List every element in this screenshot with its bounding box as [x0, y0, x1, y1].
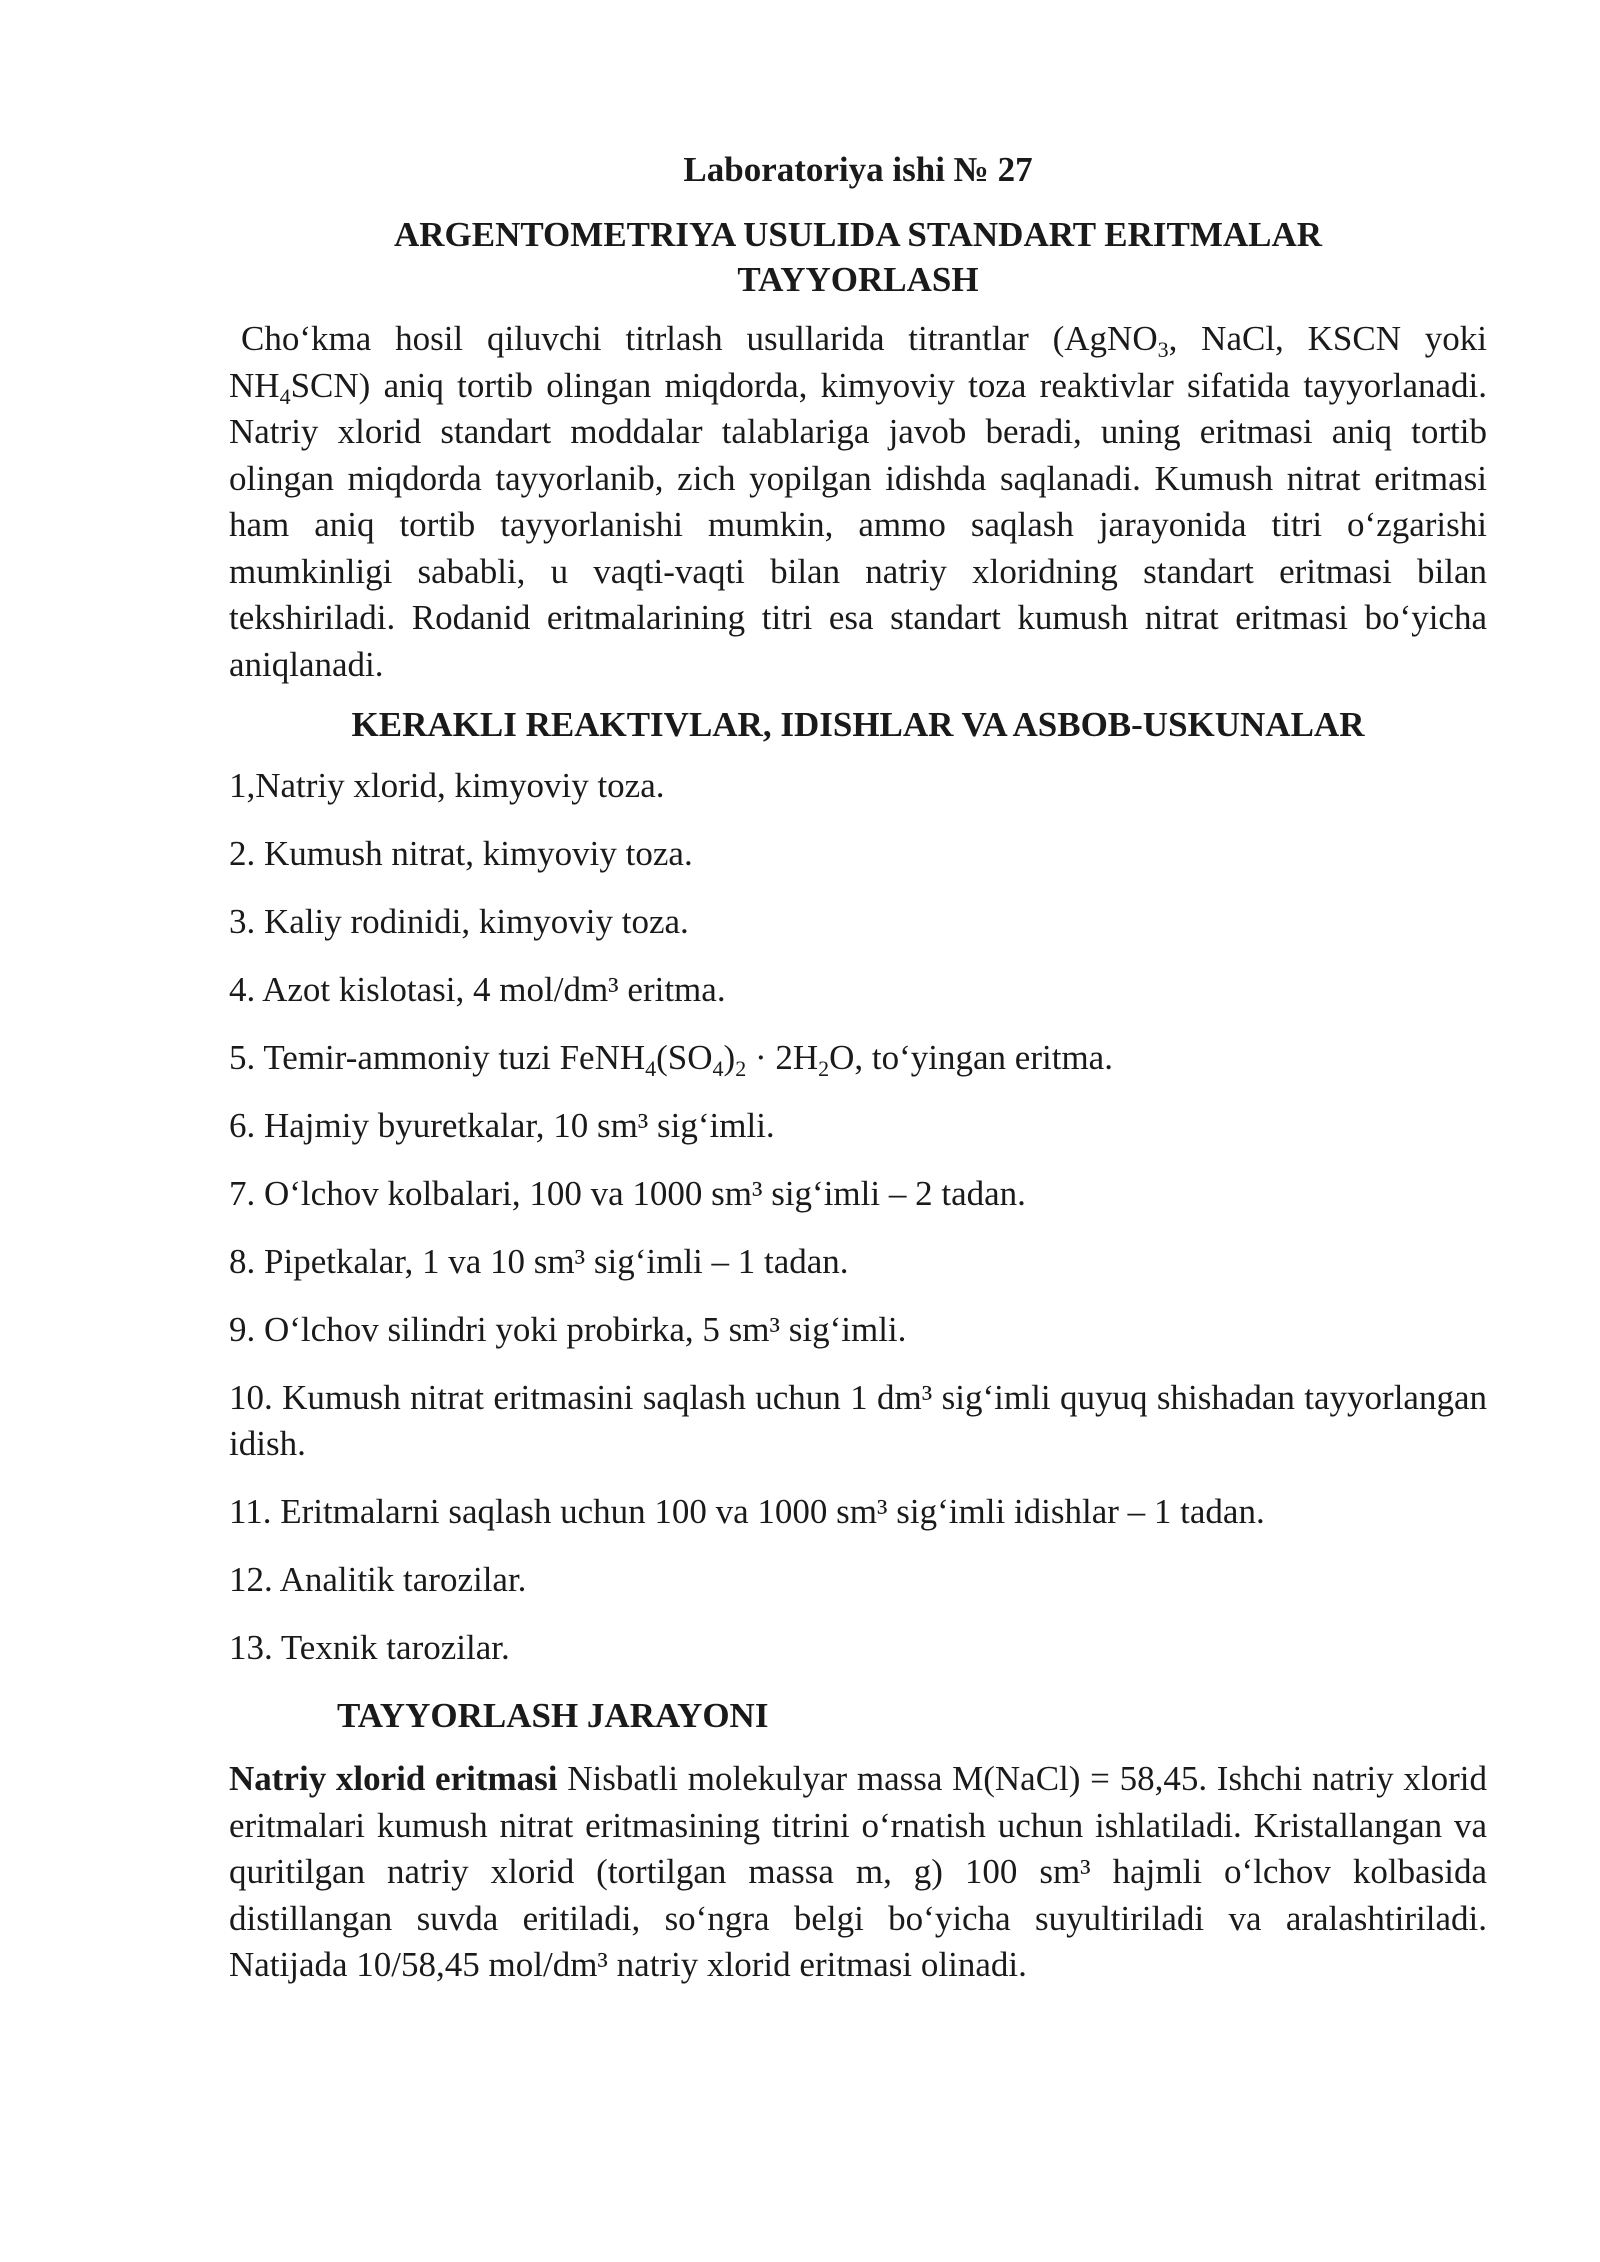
process-heading: TAYYORLASH JARAYONI — [337, 1696, 769, 1735]
item5-text-5: O, to‘yingan eritma. — [829, 1038, 1113, 1077]
list-item: 6. Hajmiy byuretkalar, 10 sm³ sig‘imli. — [229, 1106, 775, 1145]
list-item: 11. Eritmalarni saqlash uchun 100 va 1000 sm³ sig‘imli idishlar – 1 tadan. — [229, 1492, 1265, 1531]
list-item: 12. Analitik tarozilar. — [229, 1560, 527, 1599]
list-item: 3. Kaliy rodinidi, kimyoviy toza. — [229, 902, 689, 941]
list-item: 9. O‘lchov silindri yoki probirka, 5 sm³ sig‘imli. — [229, 1310, 907, 1349]
list-item: 2. Kumush nitrat, kimyoviy toza. — [229, 834, 693, 873]
intro-sub-2: 4 — [279, 383, 291, 409]
item5-sub-3: 2 — [735, 1056, 747, 1081]
list-item: 13. Texnik tarozilar. — [229, 1628, 510, 1667]
list-item: 1,Natriy xlorid, kimyoviy toza. — [229, 766, 665, 805]
intro-sub-1: 3 — [1157, 337, 1169, 362]
main-heading — [229, 212, 1487, 302]
nacl-text: Nisbatli molekulyar massa M(NaCl) = 58,45. Ishchi natriy xlorid eritmalari kumush nitrat eritmasining titrini o‘rnatish uchun ishlatiladi. Kristallangan va quritilgan natriy xlorid (tortilgan massa m, g) 100 sm³ hajmli o‘lchov kolbasida distillangan suvda eritiladi, so‘ngra belgi bo‘yicha suyultiriladi va aralashtiriladi. Natijada 10/58,45 mol/dm³ natriy xlorid eritmasi olinadi. — [229, 1759, 1487, 1984]
item5-sub-2: 4 — [712, 1056, 724, 1081]
item5-sub-4: 2 — [818, 1056, 830, 1081]
reagents-heading: KERAKLI REAKTIVLAR, IDISHLAR VA ASBOB-USKUNALAR — [351, 705, 1365, 744]
intro-text-3: SCN) aniq tortib olingan miqdorda, kimyoviy toza reaktivlar sifatida tayyorlanadi. Natriy xlorid standart moddalar talablariga javob beradi, uning eritmasi aniq tortib olingan miqdorda tayyorlanib, zich yopilgan idishda saqlanadi. Kumush nitrat eritmasi ham aniq tortib tayyorlanishi mumkin, ammo saqlash jarayonida titri o‘zgarishi mumkinligi sababli, u vaqti-vaqti bilan natriy xloridning standart eritmasi bilan tekshiriladi. Rodanid eritmalarining titri esa standart kumush nitrat eritmasi bo‘yicha aniqlanadi. — [229, 365, 1487, 684]
nacl-paragraph — [229, 1756, 1487, 1989]
list-item: 7. O‘lchov kolbalari, 100 va 1000 sm³ sig‘imli – 2 tadan. — [229, 1174, 1026, 1213]
list-item: 10. Kumush nitrat eritmasini saqlash uchun 1 dm³ sig‘imli quyuq shishadan tayyorlangan idish. — [229, 1378, 1487, 1463]
reagents-list — [229, 763, 1487, 1671]
document-page — [229, 148, 1487, 1989]
item5-text-4: · 2H — [746, 1038, 819, 1077]
intro-text-2: , NaCl, KSCN yoki NH — [229, 319, 1488, 405]
main-heading-line2: TAYYORLASH — [737, 260, 979, 299]
list-item — [229, 1035, 1487, 1081]
item5-text-2: (SO — [656, 1038, 713, 1077]
nacl-bold-title: Natriy xlorid eritmasi — [229, 1759, 558, 1798]
intro-paragraph — [229, 316, 1487, 688]
lab-title: Laboratoriya ishi № 27 — [683, 150, 1033, 189]
list-item: 4. Azot kislotasi, 4 mol/dm³ eritma. — [229, 970, 726, 1009]
item5-text-1: 5. Temir-ammoniy tuzi FeNH — [229, 1038, 646, 1077]
item5-text-3: ) — [723, 1038, 736, 1077]
item5-sub-1: 4 — [645, 1056, 657, 1081]
intro-text-1: Cho‘kma hosil qiluvchi titrlash usullarida titrantlar (AgNO — [241, 319, 1158, 358]
list-item: 8. Pipetkalar, 1 va 10 sm³ sig‘imli – 1 tadan. — [229, 1242, 849, 1281]
main-heading-line1: ARGENTOMETRIYA USULIDA STANDART ERITMALAR — [393, 215, 1323, 254]
